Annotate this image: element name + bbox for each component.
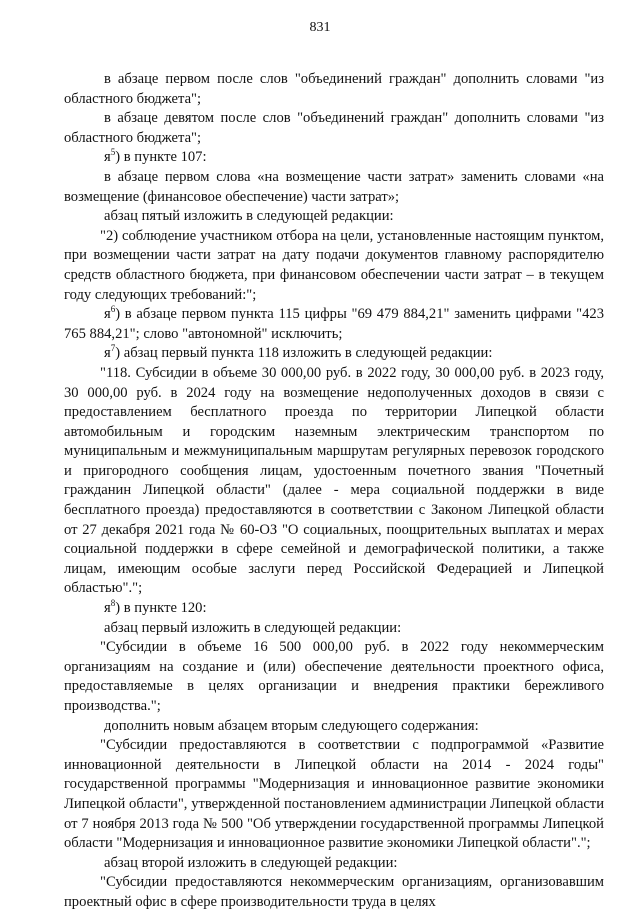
paragraph: "Субсидии предоставляются некоммерческим организациям, организовавшим проектный офис в сфере производительности труда в целях bbox=[64, 874, 604, 910]
paragraph: в абзаце девятом после слов "объединений граждан" дополнить словами "из областного бюджета"; bbox=[64, 110, 604, 146]
paragraph: "118. Субсидии в объеме 30 000,00 руб. в 2022 году, 30 000,00 руб. в 2023 году, 30 000,00 руб. в 2024 году на возмещение недополученных доходов в связи с предоставлением бесплатного проезда по территории Липецкой области автомобильным и городским наземным электрическим транспортом по муниципальным и межмуниципальным маршрутам регулярных перевозок городского и пригородного сообщения лицам, удостоенным почетного звания "Почетный гражданин Липецкой области" (далее - мера социальной поддержки в виде бесплатного проезда) предоставляются в соответствии с Законом Липецкой области от 27 декабря 2021 года № 60-ОЗ "О социальных, поощрительных выплатах и мерах социальной поддержки в сфере семейной и демографической политики, а также лицам, имеющим особые заслуги перед Российской Федерацией и Липецкой областью"."; bbox=[64, 364, 604, 597]
paragraph-letter: я bbox=[104, 345, 111, 362]
paragraph bbox=[64, 305, 604, 344]
paragraph-letter: я bbox=[104, 306, 111, 323]
paragraph-text: ) в абзаце первом пункта 115 цифры "69 479 884,21" заменить цифрами "423 765 884,21"; слово "автономной" исключить; bbox=[64, 306, 604, 342]
paragraph: дополнить новым абзацем вторым следующего содержания: bbox=[104, 717, 479, 734]
paragraph: "Субсидии в объеме 16 500 000,00 руб. в 2022 году некоммерческим организациям на создание и (или) обеспечение деятельности проектного офиса, предоставляемые в целях организации и внедрения практики бережливого производства."; bbox=[64, 639, 604, 714]
paragraph-letter: я bbox=[104, 600, 111, 617]
superscript: 7 bbox=[110, 343, 116, 354]
paragraph: в абзаце первом слова «на возмещение части затрат» заменить словами «на возмещение (финансовое обеспечение) части затрат»; bbox=[64, 168, 604, 205]
paragraph: абзац пятый изложить в следующей редакции: bbox=[104, 208, 394, 225]
superscript: 5 bbox=[110, 147, 116, 158]
paragraph bbox=[64, 344, 604, 364]
paragraph-text: ) в пункте 107: bbox=[115, 149, 207, 166]
superscript: 6 bbox=[110, 304, 116, 315]
paragraph: в абзаце первом после слов "объединений граждан" дополнить словами "из областного бюджета"; bbox=[64, 71, 604, 107]
paragraph-text: ) в пункте 120: bbox=[115, 600, 207, 617]
paragraph: "2) соблюдение участником отбора на цели, установленные настоящим пунктом, при возмещении части затрат на дату подачи документов главному распорядителю средств областного бюджета, при финансовом обеспечении части затрат – в текущем году следующих требований:"; bbox=[64, 227, 604, 303]
paragraph bbox=[64, 148, 604, 168]
paragraph: абзац второй изложить в следующей редакции: bbox=[104, 854, 398, 871]
paragraph-text: ) абзац первый пункта 118 изложить в следующей редакции: bbox=[115, 345, 493, 362]
page-number: 831 bbox=[309, 20, 331, 35]
paragraph-letter: я bbox=[104, 149, 111, 166]
superscript: 8 bbox=[110, 598, 116, 609]
paragraph: абзац первый изложить в следующей редакции: bbox=[104, 619, 402, 636]
paragraph: "Субсидии предоставляются в соответствии с подпрограммой «Развитие инновационной деятельности в Липецкой области на 2014 - 2024 годы" государственной программы "Модернизация и инновационное развитие экономики Липецкой области", утвержденной постановлением администрации Липецкой области от 7 ноября 2013 года № 500 "Об утверждении государственной программы Липецкой области "Модернизация и инновационное развитие экономики Липецкой области"."; bbox=[64, 737, 604, 852]
document-body bbox=[64, 70, 604, 913]
paragraph bbox=[64, 599, 604, 619]
